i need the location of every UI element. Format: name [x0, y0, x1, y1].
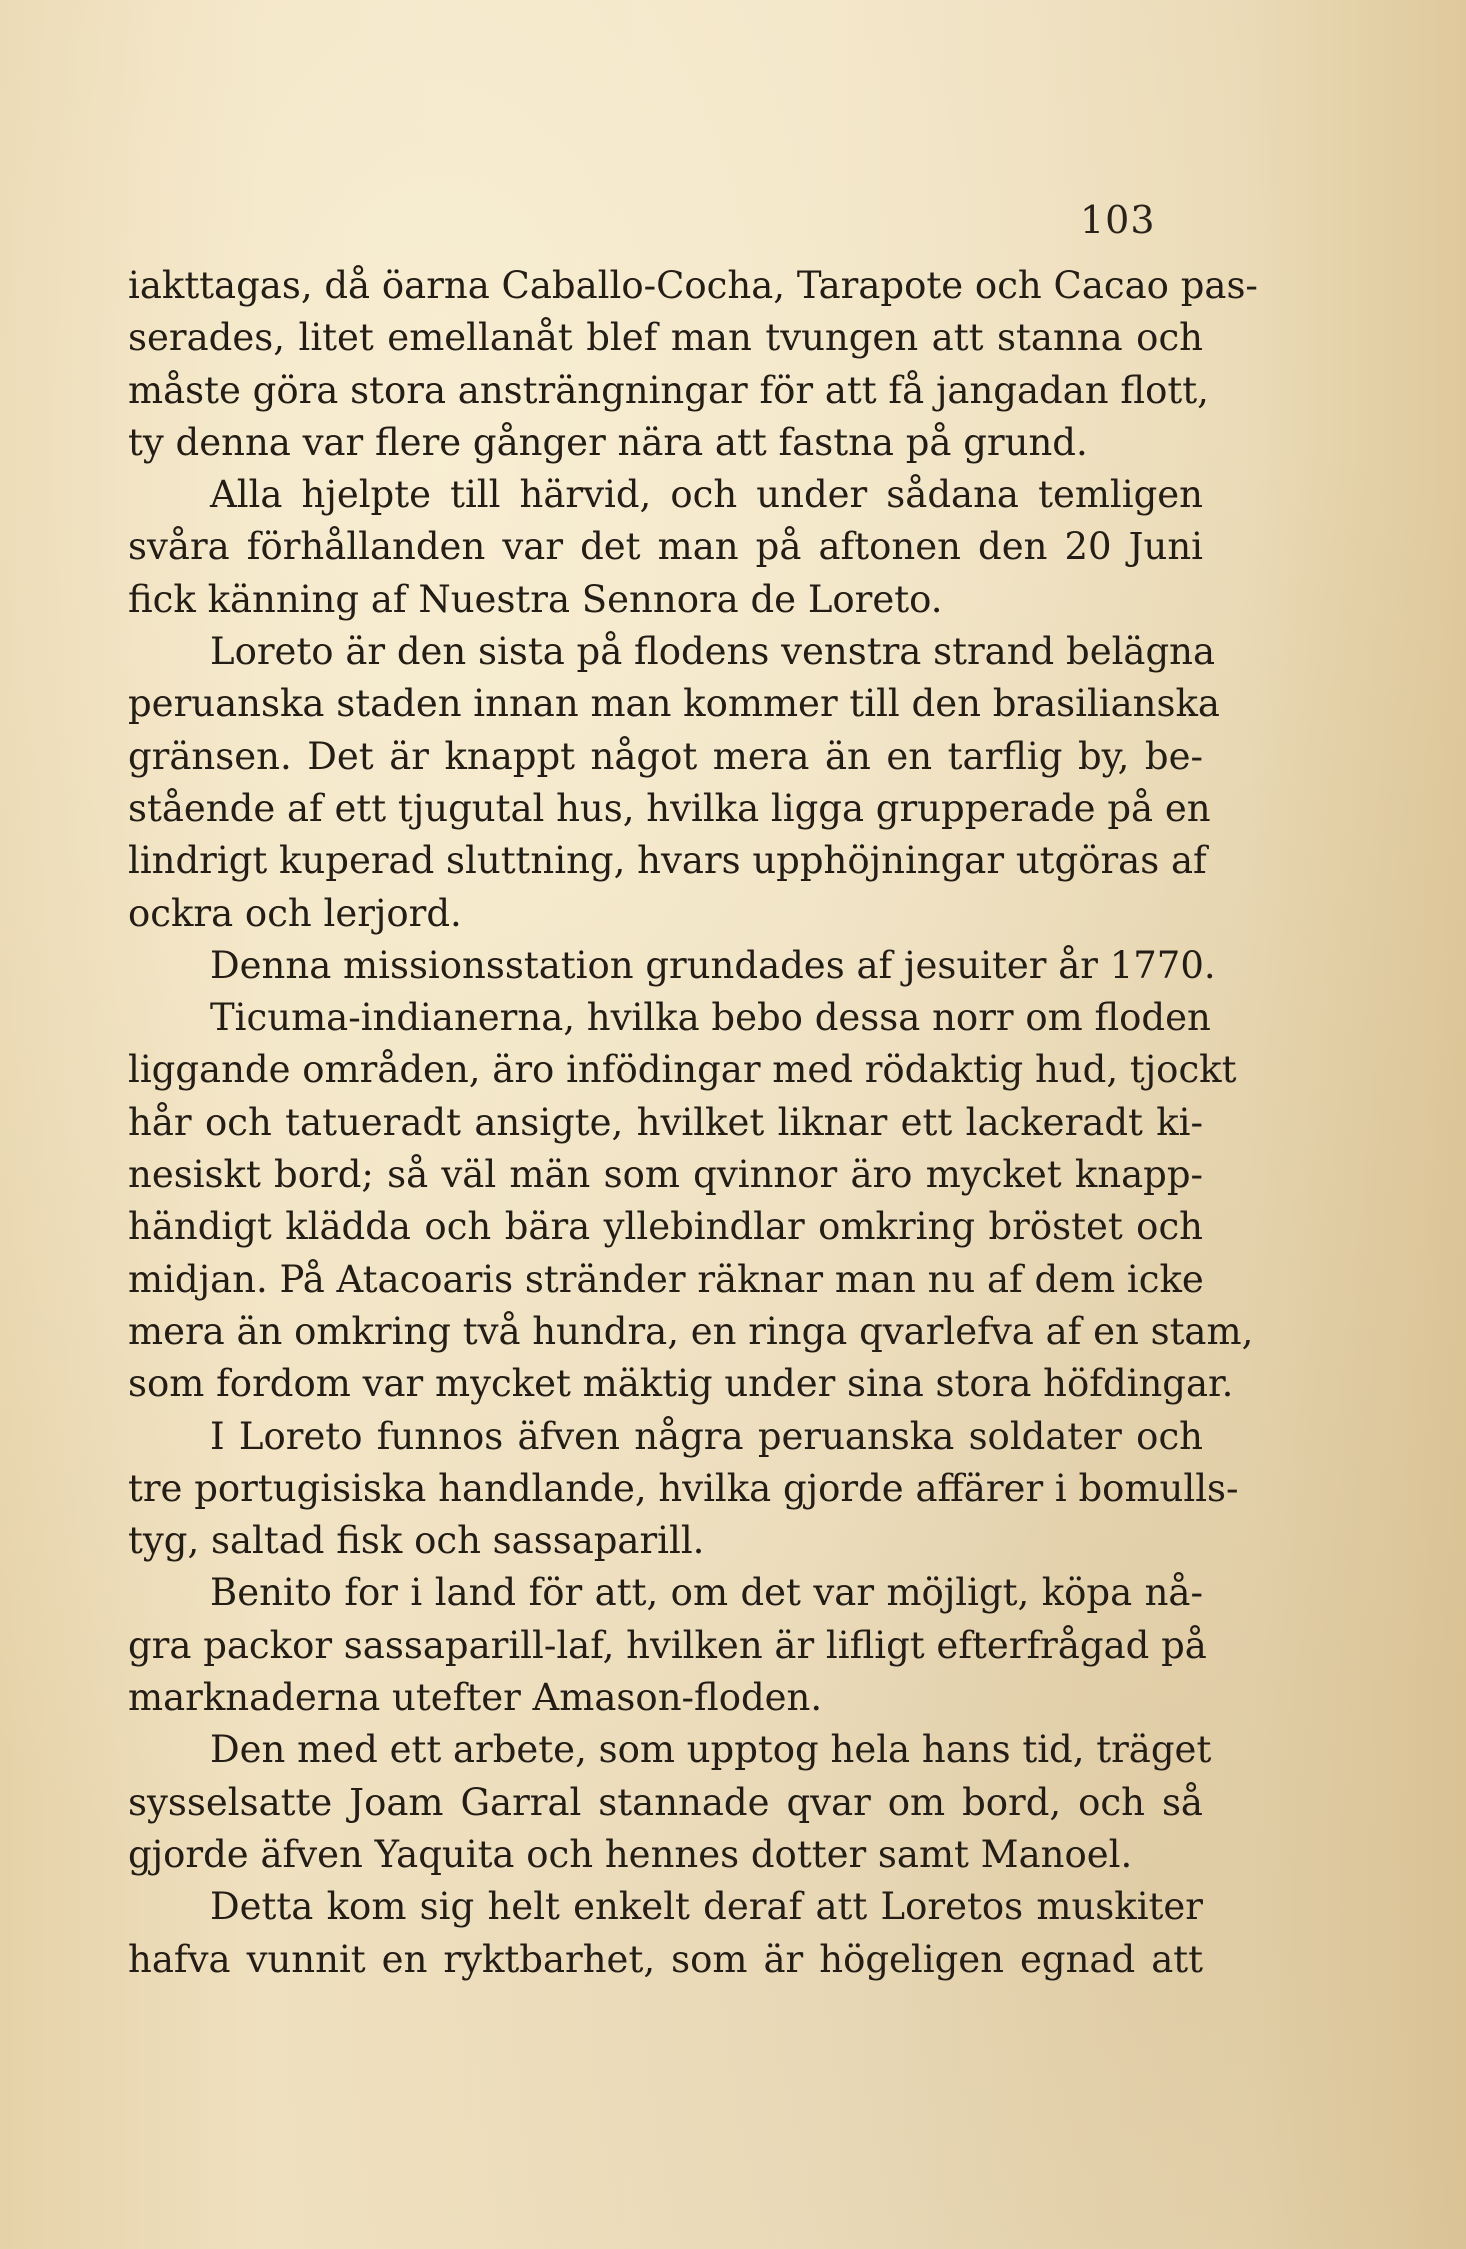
- text-line: Ticuma-indianerna, hvilka bebo dessa norr om floden: [210, 996, 1211, 1040]
- text-line: sysselsatte Joam Garral stannade qvar om bord, och så: [128, 1780, 1203, 1824]
- text-line: I Loreto funnos äfven några peruanska soldater och: [210, 1414, 1203, 1458]
- text-line: liggande områden, äro infödingar med rödaktig hud, tjockt: [128, 1048, 1237, 1092]
- text-line: ty denna var flere gånger nära att fastna på grund.: [128, 420, 1088, 464]
- text-line: stående af ett tjugutal hus, hvilka ligga grupperade på en: [128, 786, 1211, 830]
- text-line: serades, litet emellanåt blef man tvungen att stanna och: [128, 316, 1203, 360]
- text-line: Loreto är den sista på flodens venstra strand belägna: [210, 630, 1216, 674]
- text-line: gra packor sassaparill-laf, hvilken är lifligt efterfrågad på: [128, 1623, 1207, 1667]
- text-line: ockra och lerjord.: [128, 891, 462, 935]
- text-line: gjorde äfven Yaquita och hennes dotter samt Manoel.: [128, 1832, 1133, 1876]
- text-line: svåra förhållanden var det man på aftonen den 20 Juni: [128, 525, 1203, 569]
- body-text: [128, 260, 1258, 1986]
- text-line: tyg, saltad fisk och sassaparill.: [128, 1519, 705, 1563]
- text-line: hår och tatueradt ansigte, hvilket liknar ett lackeradt ki-: [128, 1100, 1203, 1144]
- text-line: iakttagas, då öarna Caballo-Cocha, Tarapote och Cacao pas-: [128, 264, 1258, 307]
- page-number: 103: [1080, 198, 1156, 242]
- text-line: Den med ett arbete, som upptog hela hans tid, träget: [210, 1728, 1212, 1772]
- text-line: mera än omkring två hundra, en ringa qvarlefva af en stam,: [128, 1309, 1254, 1353]
- text-line: Alla hjelpte till härvid, och under sådana temligen: [210, 473, 1203, 517]
- text-line: lindrigt kuperad sluttning, hvars upphöjningar utgöras af: [128, 839, 1207, 883]
- text-line: hafva vunnit en ryktbarhet, som är högeligen egnad att: [128, 1937, 1203, 1981]
- text-line: nesiskt bord; så väl män som qvinnor äro mycket knapp-: [128, 1153, 1203, 1197]
- text-line: midjan. På Atacoaris stränder räknar man nu af dem icke: [128, 1257, 1204, 1301]
- text-line: måste göra stora ansträngningar för att få jangadan flott,: [128, 368, 1209, 412]
- text-line: tre portugisiska handlande, hvilka gjorde affärer i bomulls-: [128, 1466, 1239, 1510]
- text-line: gränsen. Det är knappt något mera än en tarflig by, be-: [128, 734, 1203, 778]
- text-line: marknaderna utefter Amason-floden.: [128, 1676, 823, 1720]
- text-line: Denna missionsstation grundades af jesuiter år 1770.: [210, 943, 1216, 987]
- text-line: som fordom var mycket mäktig under sina stora höfdingar.: [128, 1362, 1234, 1406]
- text-line: händigt klädda och bära yllebindlar omkring bröstet och: [128, 1205, 1203, 1249]
- text-line: Detta kom sig helt enkelt deraf att Loretos muskiter: [210, 1885, 1203, 1929]
- text-line: peruanska staden innan man kommer till den brasilianska: [128, 682, 1220, 726]
- text-line: fick känning af Nuestra Sennora de Loreto.: [128, 577, 943, 621]
- text-line: Benito for i land för att, om det var möjligt, köpa nå-: [210, 1571, 1203, 1615]
